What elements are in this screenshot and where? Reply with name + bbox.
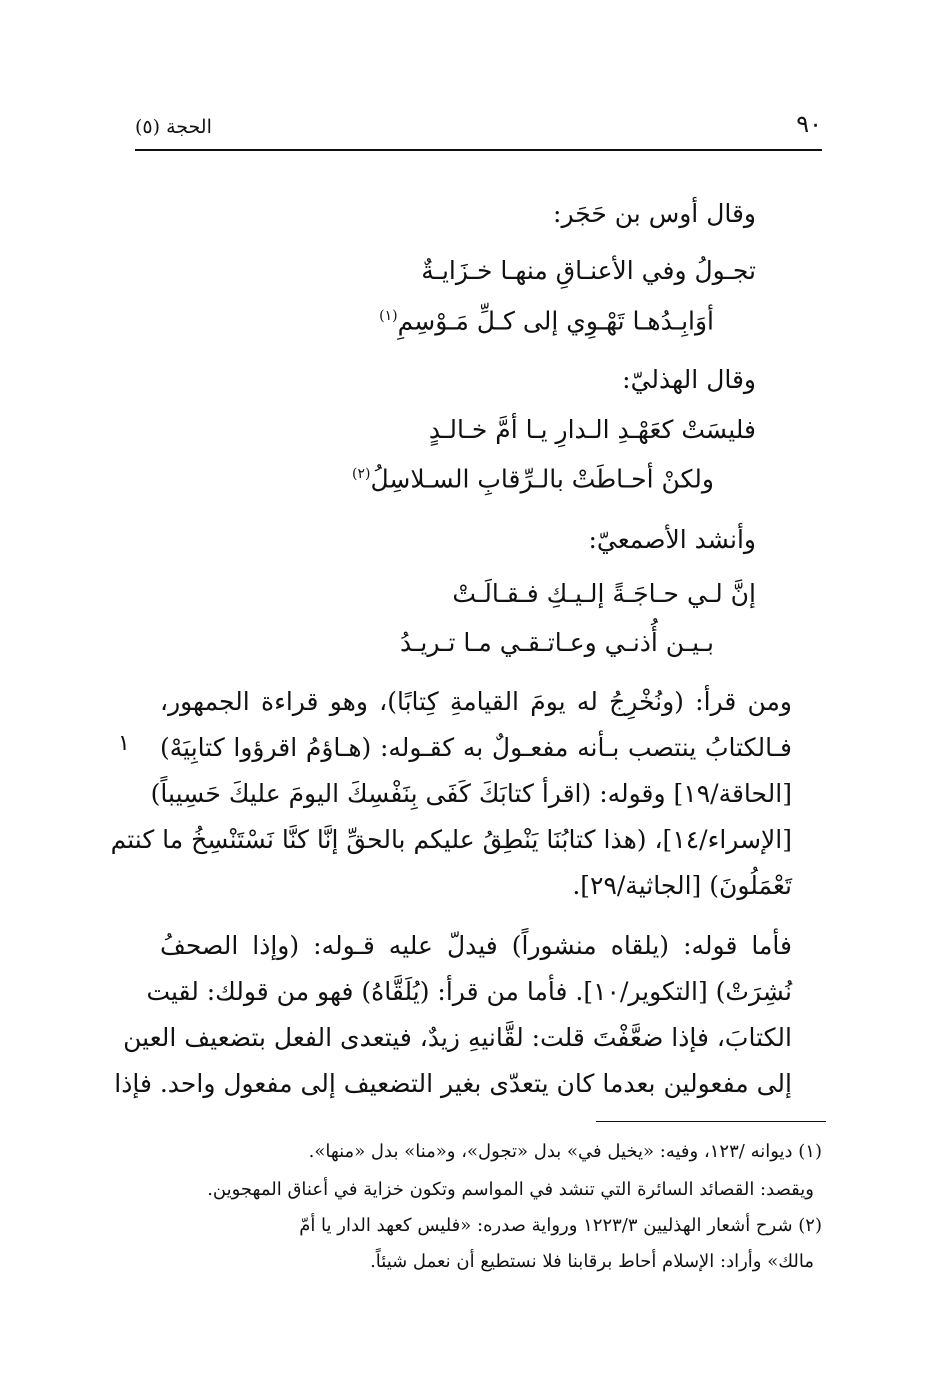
running-title: الحجة (٥) [135,116,212,138]
verse-line [379,298,714,339]
verse-text: ولكنْ أحـاطَتْ بالـرِّقابِ السـلاسِلُ [370,464,714,494]
paragraph-line: فأما قوله: (يلقاه منشوراً) فيدلّ عليه قـوله: (وإذا الصحفُ [160,931,792,960]
paragraph-line: تَعْمَلُونَ) [الجاثية/٢٩]. [572,871,792,900]
margin-mark: ١ [118,731,130,756]
verse-line [352,456,714,497]
page-number: ٩٠ [796,110,822,138]
verse-line: بـيـن أُذنـي وعـاتـقـي مـا تـريـدُ [399,628,714,657]
footnote-ref: (٢) [351,466,371,482]
footnote-line: مالك» وأراد: الإسلام أحاط برقابنا فلا نستطيع أن نعمل شيئاً. [370,1251,814,1272]
poem-intro-asmai: وأنشد الأصمعيّ: [588,525,756,554]
verse-line: إنَّ لـي حـاجَـةً إلـيـكِ فـقـالَـتْ [452,579,756,608]
verse-line: تجـولُ وفي الأعنـاقِ منهـا خـزَايـةٌ [421,256,756,285]
paragraph-line: [الحاقة/١٩] وقوله: (اقرأ كتابَكَ كَفَى بِنَفْسِكَ اليومَ عليكَ حَسِيباً) [150,779,792,808]
paragraph-line: فـالكتابُ ينتصب بـأنه مفعـولٌ به كقـوله: (هـاؤمُ اقرؤوا كتابِيَهْ) [160,733,792,762]
paragraph-line: نُشِرَتْ) [التكوير/١٠]. فأما من قرأ: (يُلَقَّاهُ) فهو من قولك: لقيت [146,977,792,1006]
paragraph-line: إلى مفعولين بعدما كان يتعدّى بغير التضعيف إلى مفعول واحد. فإذا [114,1069,792,1098]
footnote-ref: (١) [379,308,398,324]
header-rule [135,149,822,151]
paragraph-line: الكتابَ، فإذا ضعَّفْتَ قلت: لقَّانيهِ زيدٌ، فيتعدى الفعل بتضعيف العين [123,1023,792,1052]
page-header [135,110,822,150]
footnote-line: (٢) شرح أشعار الهذليين ١٢٢٣/٣ ورواية صدره: «فليس كعهد الدار يا أمّ [299,1215,822,1236]
poem-intro-aws: وقال أوس بن حَجَر: [553,199,756,228]
paragraph-line: ومن قرأ: (ونُخْرِجُ له يومَ القيامةِ كِتابًا)، وهو قراءة الجمهور، [160,687,792,716]
paragraph-line: [الإسراء/١٤]، (هذا كتابُنَا يَنْطِقُ عليكم بالحقِّ إنَّا كنَّا نَسْتَنْسِخُ ما كنتم [110,825,792,854]
poem-intro-hudhali: وقال الهذليّ: [622,365,756,394]
verse-line: فليسَتْ كعَهْـدِ الـدارِ يـا أمَّ خـالـدٍ [428,415,756,444]
footnote-line: ويقصد: القصائد السائرة التي تنشد في المواسم وتكون خزاية في أعناق المهجوين. [207,1179,814,1200]
verse-text: أوَابِـدُهـا تَهْـوِي إلى كـلِّ مَـوْسِمِ [397,306,714,336]
footnote-rule [596,1121,826,1122]
footnote-line: (١) ديوانه /١٢٣، وفيه: «يخيل في» بدل «تجول»، و«منا» بدل «منها». [308,1141,822,1162]
